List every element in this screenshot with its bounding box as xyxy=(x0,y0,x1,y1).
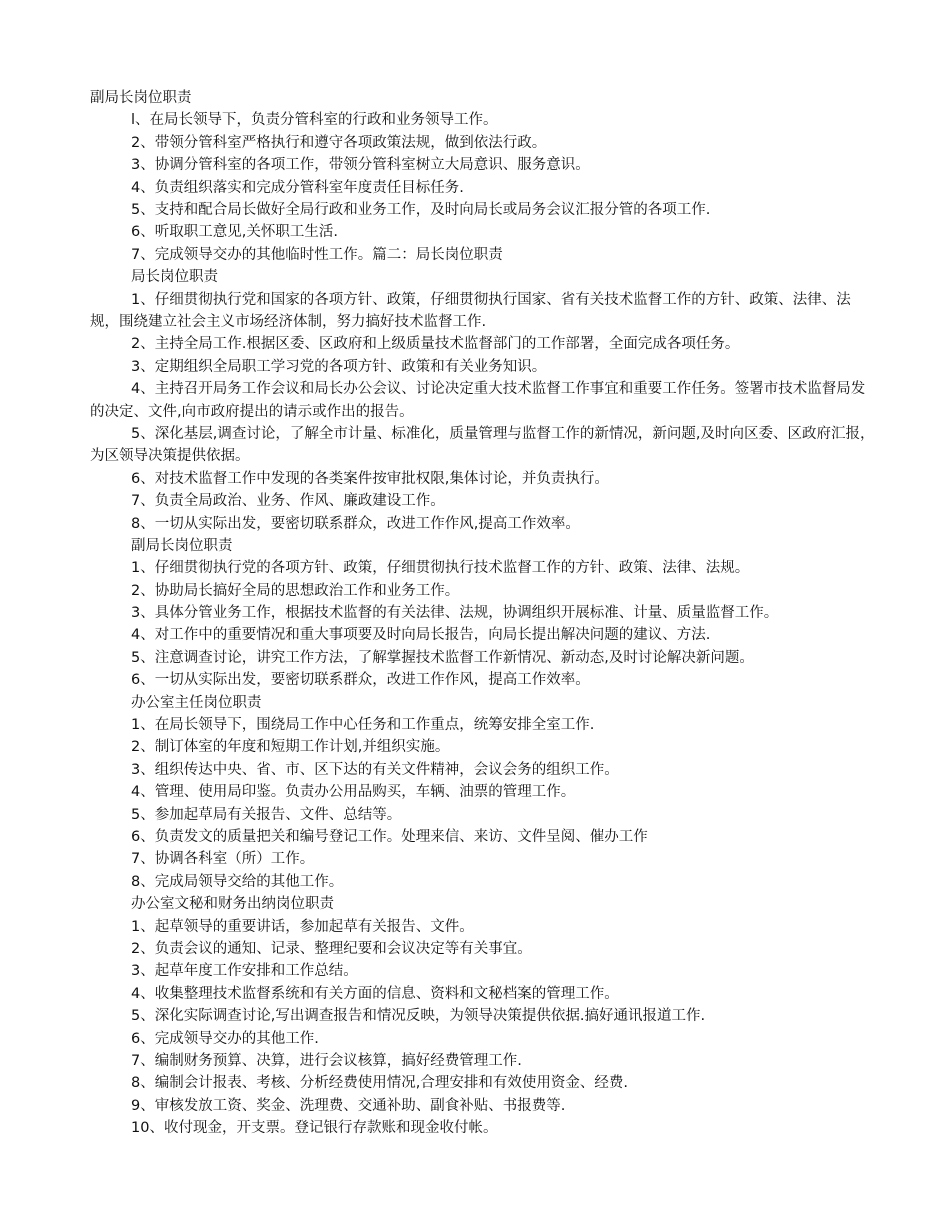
section1-item: l、在局长领导下，负责分管科室的行政和业务领导工作。 xyxy=(131,112,498,129)
section5-item: 4、收集整理技术监督系统和有关方面的信息、资料和文秘档案的管理工作。 xyxy=(131,985,619,1002)
section3-item: 5、注意调查讨论，讲究工作方法，了解掌握技术监督工作新情况、新动态,及时讨论解决新问题。 xyxy=(131,649,754,666)
section4-item: 2、制订体室的年度和短期工作计划,并组织实施。 xyxy=(131,739,450,756)
section2-item: 7、负责全局政治、业务、作风、廉政建设工作。 xyxy=(131,493,445,510)
section5-item: 8、编制会计报表、考核、分析经费使用情况,合理安排和有效使用资金、经费. xyxy=(131,1075,628,1092)
section4-title: 办公室主任岗位职责 xyxy=(131,694,262,711)
section3-item: 3、具体分管业务工作，根据技术监督的有关法律、法规，协调组织开展标准、计量、质量监督工作。 xyxy=(131,605,779,622)
section2-item: 5、深化基层,调查讨论，了解全市计量、标准化，质量管理与监督工作的新情况，新问题,及时向区委、区政府汇报，为区领导决策提供依据。 xyxy=(90,425,875,465)
section1-item: 3、协调分管科室的各项工作，带领分管科室树立大局意识、服务意识。 xyxy=(131,157,590,174)
section5-item: 9、审核发放工资、奖金、洗理费、交通补助、副食补贴、书报费等. xyxy=(131,1097,566,1114)
section3-item: 1、仔细贯彻执行党的各项方针、政策，仔细贯彻执行技术监督工作的方针、政策、法律、法规。 xyxy=(131,560,750,577)
section4-item: 1、在局长领导下，围绕局工作中心任务和工作重点，统筹安排全室工作. xyxy=(131,717,595,734)
section5-item: 1、起草领导的重要讲话，参加起草有关报告、文件。 xyxy=(131,918,474,935)
section1-item: 7、完成领导交办的其他临时性工作。篇二：局长岗位职责 xyxy=(131,246,503,263)
section5-item: 2、负责会议的通知、记录、整理纪要和会议决定等有关事宜。 xyxy=(131,940,532,957)
section4-item: 8、完成局领导交给的其他工作。 xyxy=(131,873,344,890)
section1-title: 副局长岗位职责 xyxy=(90,90,192,106)
section2-item: 1、仔细贯彻执行党和国家的各项方针、政策，仔细贯彻执行国家、省有关技术监督工作的方针、政策、法律、法规，围绕建立社会主义市场经济体制，努力搞好技术监督工作. xyxy=(90,291,851,330)
section3-item: 4、对工作中的重要情况和重大事项要及时向局长报告，向局长提出解决问题的建议、方法. xyxy=(131,627,711,644)
section4-item: 3、组织传达中央、省、市、区下达的有关文件精神，会议会务的组织工作。 xyxy=(131,761,619,778)
section2-title: 局长岗位职责 xyxy=(131,269,218,286)
section4-item: 4、管理、使用局印鉴。负责办公用品购买，车辆、油票的管理工作。 xyxy=(131,784,576,801)
section1-item: 6、听取职工意见,关怀职工生活. xyxy=(131,224,338,241)
section4-item: 6、负责发文的质量把关和编号登记工作。处理来信、来访、文件呈阅、催办工作 xyxy=(131,828,648,845)
section3-title: 副局长岗位职责 xyxy=(131,537,233,554)
document-body xyxy=(0,87,950,1139)
section5-item: 3、起草年度工作安排和工作总结。 xyxy=(131,963,358,980)
section5-item: 5、深化实际调查讨论,写出调查报告和情况反映，为领导决策提供依据.搞好通讯报道工作. xyxy=(131,1008,706,1025)
section1-item: 4、负责组织落实和完成分管科室年度责任目标任务. xyxy=(131,179,464,196)
section5-item: 7、编制财务预算、决算，进行会议核算，搞好经费管理工作. xyxy=(131,1052,522,1069)
section2-item: 4、主持召开局务工作会议和局长办公会议、讨论决定重大技术监督工作事宜和重要工作任务。签署市技术监督局发的决定、文件,向市政府提出的请示或作出的报告。 xyxy=(90,381,866,420)
section5-item: 6、完成领导交办的其他工作. xyxy=(131,1030,319,1047)
section2-item: 3、定期组织全局职工学习党的各项方针、政策和有关业务知识。 xyxy=(131,358,547,375)
section4-item: 5、参加起草局有关报告、文件、总结等。 xyxy=(131,806,402,823)
section5-title: 办公室文秘和财务出纳岗位职责 xyxy=(131,896,334,913)
section1-item: 5、支持和配合局长做好全局行政和业务工作，及时向局长或局务会议汇报分管的各项工作. xyxy=(131,201,711,218)
section4-item: 7、协调各科室（所）工作。 xyxy=(131,851,315,868)
section2-item: 8、一切从实际出发，要密切联系群众，改进工作作风,提高工作效率。 xyxy=(131,515,580,532)
section5-item: 10、收付现金，开支票。登记银行存款账和现金收付帐。 xyxy=(131,1120,498,1137)
section2-item: 2、主持全局工作.根据区委、区政府和上级质量技术监督部门的工作部署，全面完成各项任务。 xyxy=(131,336,740,353)
section1-item: 2、带领分管科室严格执行和遵守各项政策法规，做到依法行政。 xyxy=(131,134,547,151)
section3-item: 2、协助局长搞好全局的思想政治工作和业务工作。 xyxy=(131,582,460,599)
section2-item: 6、对技术监督工作中发现的各类案件按审批权限,集体讨论，并负责执行。 xyxy=(131,470,609,487)
section3-item: 6、一切从实际出发，要密切联系群众，改进工作作风，提高工作效率。 xyxy=(131,672,590,689)
